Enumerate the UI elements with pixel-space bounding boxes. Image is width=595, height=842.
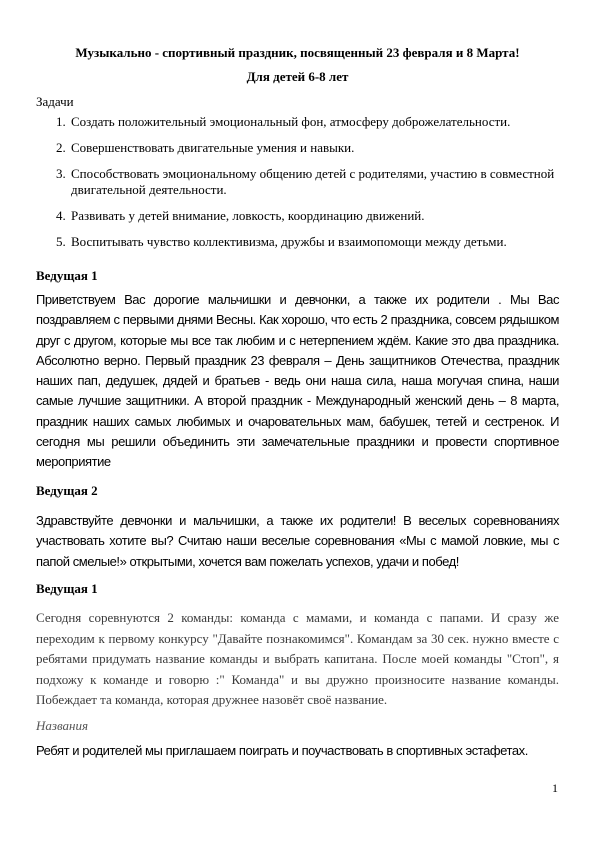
speaker-paragraph: Сегодня соревнуются 2 команды: команда с мамами, и команда с папами. И сразу же переходим к первому конкурсу "Давайте познакомимся". Командам за 30 сек. нужно вместе с ребятами придумать название команды и выбрать капитана. После моей команды "Стоп", я подхожу к команде и говорю :" Команда" и вы дружно произносите название команды. Побеждает та команда, которая дружнее назовёт своё название. [36, 610, 559, 707]
list-item-text: Способствовать эмоциональному общению детей с родителями, участию в совместной двигательной деятельности. [71, 166, 555, 197]
list-item [36, 234, 560, 250]
document-title: Музыкально - спортивный праздник, посвященный 23 февраля и 8 Марта! [75, 45, 520, 60]
list-item-number: 1. [56, 114, 66, 129]
speaker-heading: Ведущая 1 [36, 581, 98, 596]
speaker-paragraph: Приветствуем Вас дорогие мальчишки и девчонки, а также их родители . Мы Вас поздравляем с первыми днями Весны. Как хорошо, что есть 2 праздника, совсем рядышком друг с другом, которые мы все так любим и с нетерпением ждём. Какие это два праздника. Абсолютно верно. Первый праздник 23 февраля – День защитников Отечества, праздник наших пап, дедушек, дядей и братьев - ведь они наша сила, наша могучая спина, наши самые лучшие защитники. А второй праздник - Международный женский день – 8 марта, праздник наших самых любимых и очаровательных мам, бабушек, тетей и сестренок. И сегодня мы решили объединить эти замечательные праздники и провести спортивное мероприятие [36, 292, 559, 470]
list-item-text: Совершенствовать двигательные умения и навыки. [71, 140, 355, 155]
list-item-number: 2. [56, 140, 66, 155]
names-label: Названия [36, 718, 89, 733]
list-item-text: Воспитывать чувство коллективизма, дружбы и взаимопомощи между детьми. [71, 234, 507, 249]
list-item-text: Развивать у детей внимание, ловкость, координацию движений. [71, 208, 425, 223]
list-item-number: 4. [56, 208, 66, 223]
document-subtitle: Для детей 6-8 лет [246, 69, 349, 84]
list-item [36, 208, 560, 224]
speaker-heading: Ведущая 1 [36, 268, 98, 283]
list-item-number: 3. [56, 166, 66, 181]
list-item [36, 166, 560, 198]
speaker-heading: Ведущая 2 [36, 483, 98, 498]
tasks-list [36, 114, 560, 260]
page-number: 1 [552, 781, 558, 795]
list-item-text: Создать положительный эмоциональный фон, атмосферу доброжелательности. [71, 114, 511, 129]
speaker-paragraph: Здравствуйте девчонки и мальчишки, а также их родители! В веселых соревнованиях участвовать хотите вы? Считаю наши веселые соревнования «Мы с мамой ловкие, мы с папой смелые!» открытыми, хочется вам пожелать успехов, удачи и побед! [36, 513, 559, 569]
closing-paragraph: Ребят и родителей мы приглашаем поиграть и поучаствовать в спортивных эстафетах. [36, 743, 528, 758]
list-item-number: 5. [56, 234, 66, 249]
tasks-heading: Задачи [36, 94, 74, 109]
list-item [36, 140, 560, 156]
list-item [36, 114, 560, 130]
